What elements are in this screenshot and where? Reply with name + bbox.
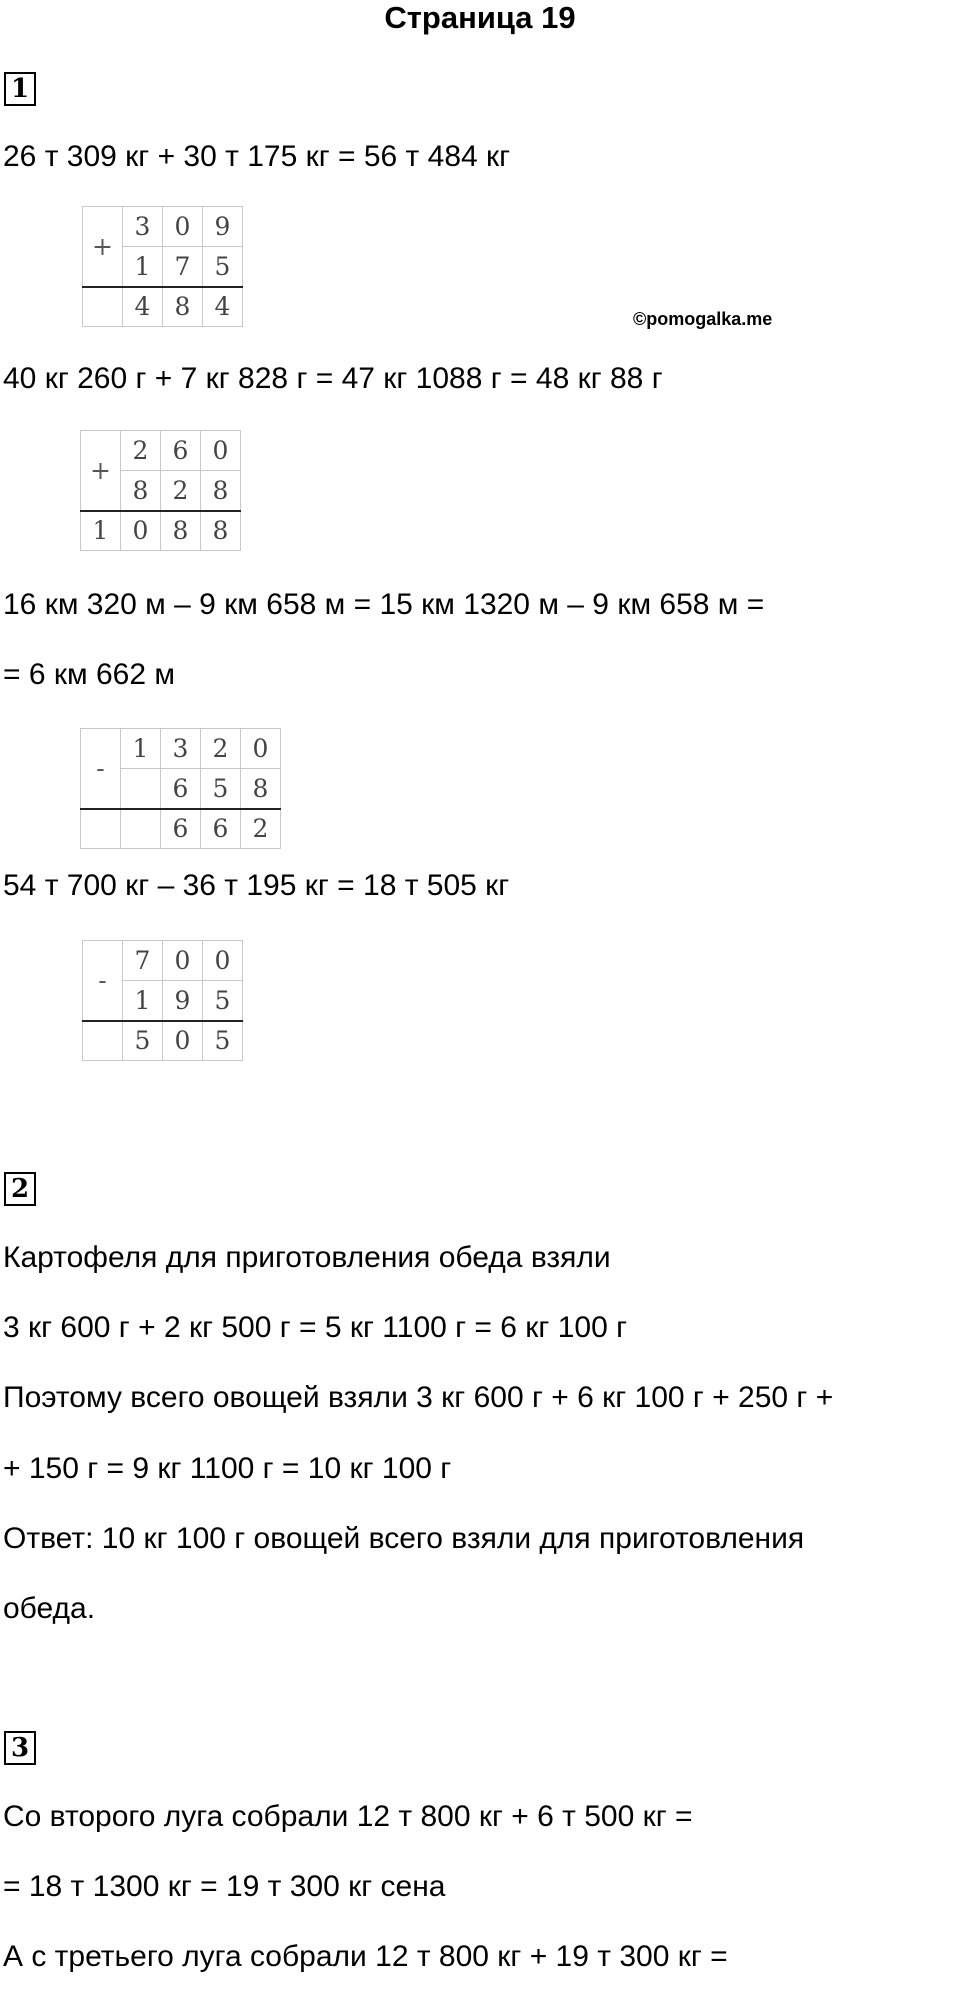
digit-cell: 8 xyxy=(201,471,241,511)
digit-cell: 8 xyxy=(241,769,281,809)
digit-cell xyxy=(121,769,161,809)
task-2-number: 2 xyxy=(4,1172,36,1206)
calc-table-4 xyxy=(82,940,243,1061)
digit-cell: 5 xyxy=(203,981,243,1021)
digit-cell: 6 xyxy=(201,809,241,849)
task-3-number: 3 xyxy=(4,1731,36,1765)
digit-cell: 0 xyxy=(201,431,241,471)
task-2-line-5: Ответ: 10 кг 100 г овощей всего взяли для приготовления xyxy=(3,1522,805,1555)
digit-cell: 8 xyxy=(163,287,203,327)
task-2-line-4: + 150 г = 9 кг 1100 г = 10 кг 100 г xyxy=(3,1452,452,1485)
operator-sign: - xyxy=(81,729,121,809)
task-2-line-3: Поэтому всего овощей взяли 3 кг 600 г + 6 кг 100 г + 250 г + xyxy=(3,1381,834,1414)
digit-cell: 0 xyxy=(163,1021,203,1061)
calc-result-row xyxy=(83,287,243,327)
task-1-line-5: 54 т 700 кг – 36 т 195 кг = 18 т 505 кг xyxy=(3,869,510,902)
operator-sign: - xyxy=(83,941,123,1021)
task-1-line-1: 26 т 309 кг + 30 т 175 кг = 56 т 484 кг xyxy=(3,140,511,173)
digit-cell: 7 xyxy=(163,247,203,287)
digit-cell: 3 xyxy=(123,207,163,247)
page-title: Страница 19 xyxy=(384,0,576,35)
task-3-line-2: = 18 т 1300 кг = 19 т 300 кг сена xyxy=(3,1870,446,1903)
digit-cell: 6 xyxy=(161,769,201,809)
digit-cell: 6 xyxy=(161,809,201,849)
digit-cell: 1 xyxy=(123,247,163,287)
empty-cell xyxy=(83,287,123,327)
calc-row xyxy=(81,729,281,769)
digit-cell: 4 xyxy=(123,287,163,327)
calc-row xyxy=(83,207,243,247)
digit-cell: 3 xyxy=(161,729,201,769)
digit-cell: 8 xyxy=(161,511,201,551)
operator-sign: + xyxy=(83,207,123,287)
digit-cell: 1 xyxy=(81,511,121,551)
calc-row xyxy=(83,941,243,981)
digit-cell: 8 xyxy=(201,511,241,551)
digit-cell: 5 xyxy=(201,769,241,809)
digit-cell: 0 xyxy=(203,941,243,981)
digit-cell: 0 xyxy=(241,729,281,769)
digit-cell: 1 xyxy=(121,729,161,769)
task-2-line-1: Картофеля для приготовления обеда взяли xyxy=(3,1241,611,1274)
calc-result-row xyxy=(81,809,281,849)
digit-cell: 2 xyxy=(241,809,281,849)
task-1-line-4: = 6 км 662 м xyxy=(3,658,175,691)
digit-cell: 4 xyxy=(203,287,243,327)
digit-cell: 0 xyxy=(163,941,203,981)
task-1-number: 1 xyxy=(4,72,36,106)
calc-result-row xyxy=(81,511,241,551)
task-2-line-6: обеда. xyxy=(3,1592,96,1625)
task-1-line-2: 40 кг 260 г + 7 кг 828 г = 47 кг 1088 г = 48 кг 88 г xyxy=(3,362,663,395)
calc-table-2 xyxy=(80,430,241,551)
digit-cell: 2 xyxy=(161,471,201,511)
digit-cell: 5 xyxy=(203,247,243,287)
digit-cell: 7 xyxy=(123,941,163,981)
digit-cell: 9 xyxy=(163,981,203,1021)
digit-cell: 0 xyxy=(163,207,203,247)
digit-cell: 6 xyxy=(161,431,201,471)
digit-cell: 1 xyxy=(123,981,163,1021)
digit-cell: 0 xyxy=(121,511,161,551)
task-1-line-3: 16 км 320 м – 9 км 658 м = 15 км 1320 м – 9 км 658 м = xyxy=(3,588,765,621)
digit-cell xyxy=(121,809,161,849)
task-3-line-3: А с третьего луга собрали 12 т 800 кг + 19 т 300 кг = xyxy=(3,1940,728,1973)
empty-cell xyxy=(83,1021,123,1061)
task-2-line-2: 3 кг 600 г + 2 кг 500 г = 5 кг 1100 г = 6 кг 100 г xyxy=(3,1311,628,1344)
digit-cell: 2 xyxy=(121,431,161,471)
digit-cell: 2 xyxy=(201,729,241,769)
digit-cell: 5 xyxy=(203,1021,243,1061)
digit-cell: 8 xyxy=(121,471,161,511)
calc-table-3 xyxy=(80,728,281,849)
digit-cell: 9 xyxy=(203,207,243,247)
task-3-line-1: Со второго луга собрали 12 т 800 кг + 6 т 500 кг = xyxy=(3,1800,693,1833)
operator-sign: + xyxy=(81,431,121,511)
empty-cell xyxy=(81,809,121,849)
watermark: ©pomogalka.me xyxy=(633,309,773,329)
calc-table-1 xyxy=(82,206,243,327)
calc-row xyxy=(81,431,241,471)
calc-result-row xyxy=(83,1021,243,1061)
digit-cell: 5 xyxy=(123,1021,163,1061)
